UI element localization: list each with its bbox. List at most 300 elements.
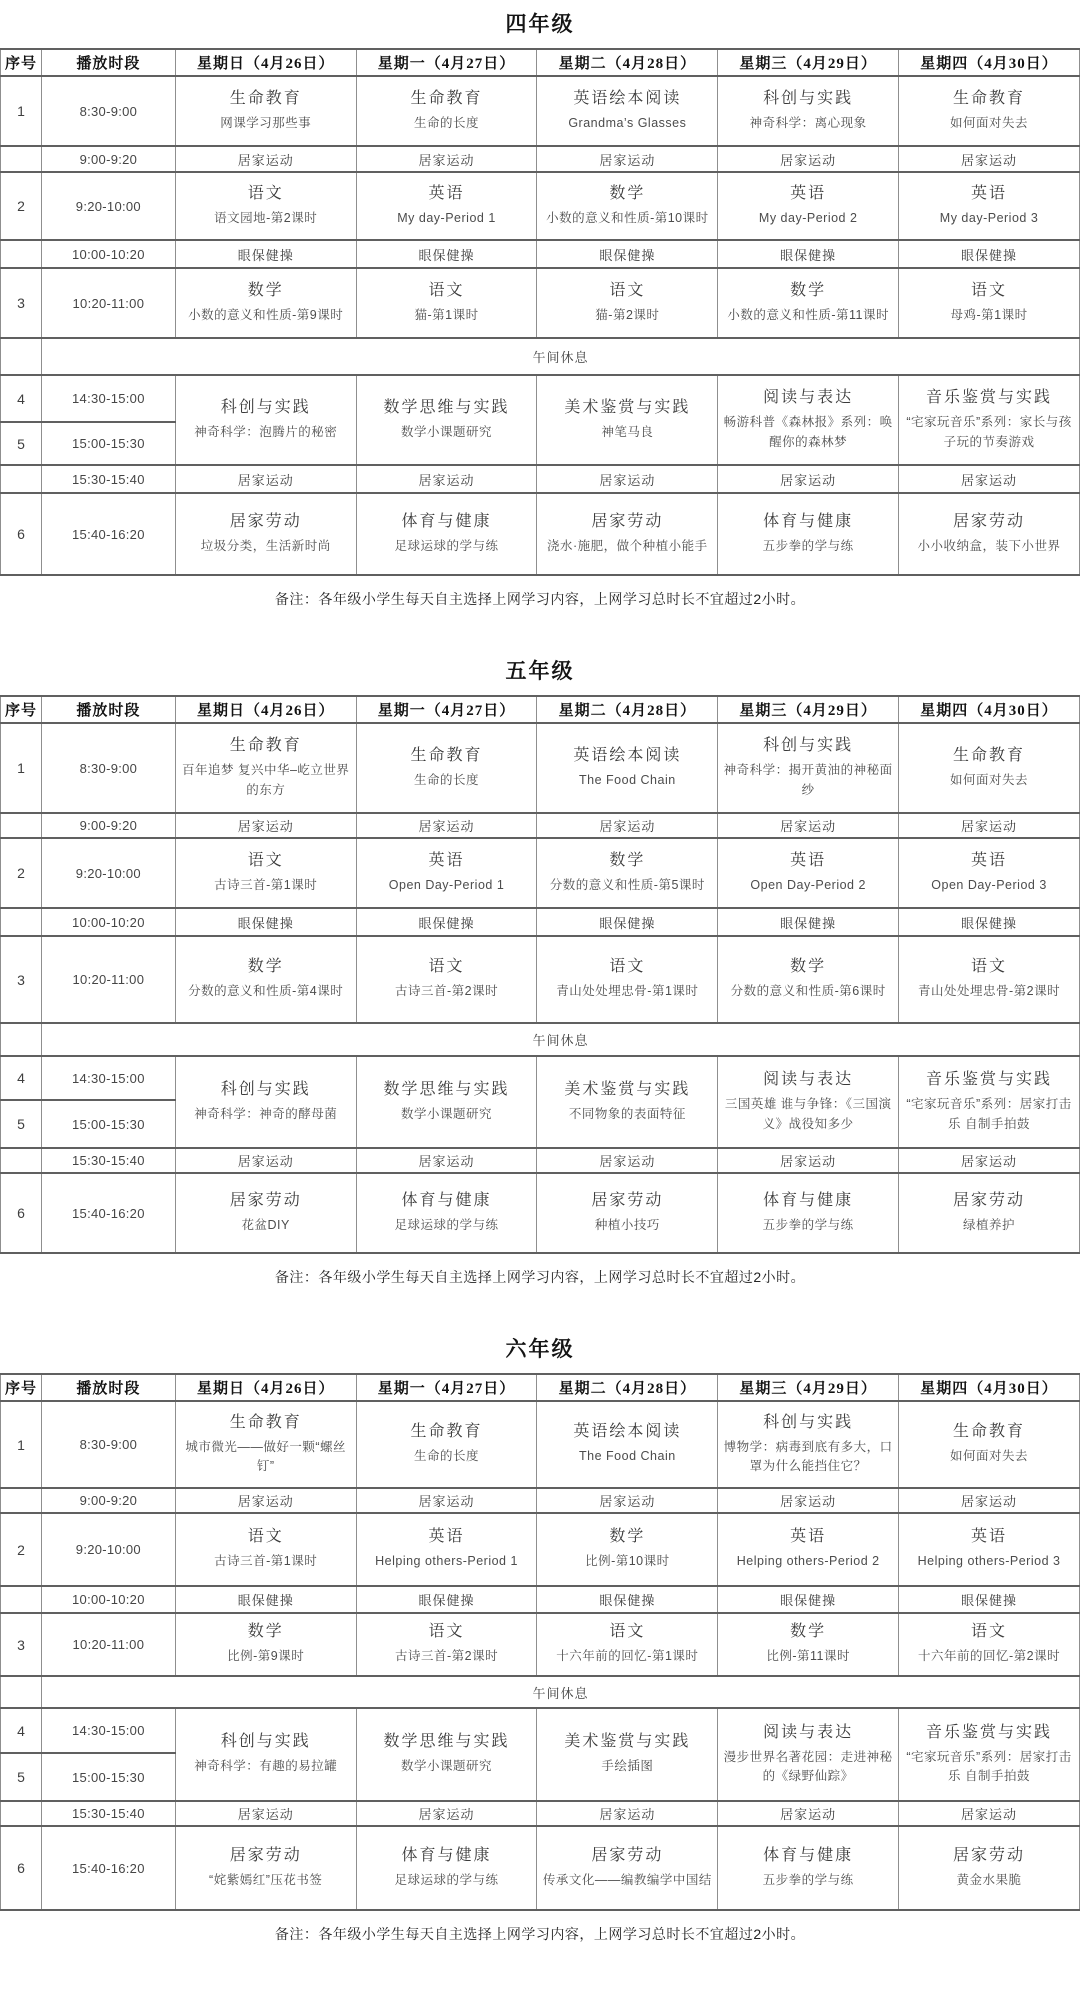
course-title: 生命教育 — [229, 1413, 302, 1431]
time-slot-cell: 9:20-10:00 — [42, 1513, 176, 1586]
course-title: 居家劳动 — [953, 512, 1026, 530]
course-cell — [356, 1173, 537, 1253]
time-slot-cell: 8:30-9:00 — [42, 723, 176, 813]
course-cell — [718, 493, 899, 575]
break-activity-cell: 居家运动 — [899, 813, 1080, 838]
course-title: 数学思维与实践 — [383, 398, 510, 416]
course-title: 英语 — [428, 1528, 465, 1546]
course-title: 居家劳动 — [953, 1846, 1026, 1864]
header-cell-day: 星期日（4月26日） — [175, 49, 356, 76]
course-title: 生命教育 — [229, 737, 302, 755]
break-activity-cell: 眼保健操 — [537, 908, 718, 936]
course-cell — [175, 1708, 356, 1801]
course-cell — [175, 1613, 356, 1676]
course-cell — [899, 936, 1080, 1023]
time-slot-cell: 15:00-15:30 — [42, 422, 176, 465]
course-cell — [537, 375, 718, 465]
course-cell — [537, 76, 718, 146]
break-activity-cell: 眼保健操 — [899, 908, 1080, 936]
time-slot-cell: 10:20-11:00 — [42, 1613, 176, 1676]
course-cell — [537, 723, 718, 813]
course-subtitle: 古诗三首-第2课时 — [394, 1649, 499, 1664]
double-lesson-row-top — [1, 375, 1080, 422]
course-subtitle: My day-Period 2 — [758, 210, 858, 225]
course-cell — [899, 1173, 1080, 1253]
row-index-cell: 4 — [1, 1056, 42, 1100]
grade-6-title: 六年级 — [505, 1337, 575, 1361]
break-activity-cell: 眼保健操 — [718, 908, 899, 936]
course-subtitle: Helping others-Period 2 — [736, 1554, 880, 1569]
time-slot-cell: 10:20-11:00 — [42, 936, 176, 1023]
course-subtitle: 分数的意义和性质-第5课时 — [549, 877, 705, 892]
row-index-cell — [1, 240, 42, 268]
header-cell-day: 星期三（4月29日） — [718, 1374, 899, 1401]
course-cell — [718, 838, 899, 908]
course-cell — [356, 1826, 537, 1910]
noon-break-row — [1, 1023, 1080, 1056]
course-cell — [537, 1173, 718, 1253]
break-activity-cell: 居家运动 — [356, 1148, 537, 1173]
course-subtitle: 三国英雄 谁与争锋：《三国演义》战役知多少 — [724, 1097, 892, 1131]
break-row — [1, 146, 1080, 172]
course-subtitle: 神奇科学：神奇的酵母菌 — [194, 1106, 338, 1121]
course-title: 居家劳动 — [591, 1191, 664, 1209]
course-subtitle: “宅家玩音乐”系列：居家打击乐 自制手拍鼓 — [906, 1097, 1072, 1131]
break-row — [1, 1586, 1080, 1613]
course-subtitle: 足球运球的学与练 — [394, 538, 499, 553]
course-cell — [718, 1056, 899, 1148]
course-cell — [899, 1826, 1080, 1910]
course-cell — [175, 268, 356, 338]
course-subtitle: 古诗三首-第2课时 — [394, 984, 499, 999]
time-slot-cell: 15:40-16:20 — [42, 1826, 176, 1910]
time-slot-cell: 15:30-15:40 — [42, 465, 176, 493]
course-cell — [718, 723, 899, 813]
course-title: 语文 — [971, 958, 1008, 976]
row-index-cell — [1, 1801, 42, 1826]
row-index-cell — [1, 465, 42, 493]
course-subtitle: 生命的长度 — [414, 1449, 480, 1464]
time-slot-cell: 14:30-15:00 — [42, 375, 176, 422]
row-index-cell: 2 — [1, 172, 42, 240]
course-subtitle: 漫步世界名著花园：走进神秘的《绿野仙踪》 — [723, 1749, 893, 1783]
course-cell — [356, 493, 537, 575]
break-activity-cell: 眼保健操 — [356, 1586, 537, 1613]
header-cell-day: 星期一（4月27日） — [356, 696, 537, 723]
break-activity-cell: 居家运动 — [718, 1148, 899, 1173]
header-cell-index: 序号 — [1, 49, 42, 76]
course-title: 体育与健康 — [763, 512, 854, 530]
header-cell-timeslot: 播放时段 — [42, 696, 176, 723]
course-subtitle: 小小收纳盒，装下小世界 — [917, 538, 1061, 553]
course-cell — [356, 268, 537, 338]
course-title: 居家劳动 — [229, 1191, 302, 1209]
break-activity-cell: 眼保健操 — [718, 240, 899, 268]
break-activity-cell: 居家运动 — [718, 146, 899, 172]
break-row — [1, 1148, 1080, 1173]
course-cell — [175, 723, 356, 813]
break-activity-cell: 居家运动 — [537, 1801, 718, 1826]
course-cell — [356, 1056, 537, 1148]
timetable-header-row — [1, 49, 1080, 76]
section-grade-6 — [0, 1333, 1080, 1944]
header-cell-day: 星期四（4月30日） — [899, 49, 1080, 76]
course-subtitle: “姹紫嫣红”压花书签 — [209, 1872, 323, 1887]
time-slot-cell: 8:30-9:00 — [42, 76, 176, 146]
header-cell-day: 星期日（4月26日） — [175, 1374, 356, 1401]
break-activity-cell: 居家运动 — [537, 465, 718, 493]
course-title: 体育与健康 — [401, 512, 492, 530]
note-grade-4: 备注：各年级小学生每天自主选择上网学习内容，上网学习总时长不宜超过2小时。 — [274, 591, 806, 607]
course-title: 科创与实践 — [220, 398, 311, 416]
course-subtitle: 畅游科普《森林报》系列：唤醒你的森林梦 — [723, 415, 893, 449]
break-row — [1, 813, 1080, 838]
course-cell — [718, 172, 899, 240]
course-title: 体育与健康 — [763, 1191, 854, 1209]
course-subtitle: 如何面对失去 — [950, 1449, 1029, 1464]
course-cell — [718, 1613, 899, 1676]
course-subtitle: 小数的意义和性质-第11课时 — [727, 307, 889, 322]
course-title: 英语 — [790, 851, 827, 869]
course-title: 数学 — [609, 851, 646, 869]
break-row — [1, 465, 1080, 493]
course-title: 英语 — [790, 184, 827, 202]
time-slot-cell: 14:30-15:00 — [42, 1056, 176, 1100]
course-cell — [175, 1173, 356, 1253]
course-cell — [537, 838, 718, 908]
lesson-row — [1, 76, 1080, 146]
course-title: 英语 — [971, 851, 1008, 869]
course-title: 生命教育 — [410, 89, 483, 107]
row-index-cell — [1, 338, 42, 375]
course-subtitle: The Food Chain — [579, 772, 676, 787]
course-subtitle: 母鸡-第1课时 — [950, 307, 1028, 322]
course-title: 英语 — [971, 184, 1008, 202]
course-title: 美术鉴赏与实践 — [564, 1733, 691, 1751]
time-slot-cell: 15:40-16:20 — [42, 493, 176, 575]
course-subtitle: 猫-第2课时 — [595, 307, 660, 322]
course-subtitle: 神笔马良 — [601, 424, 654, 439]
header-cell-index: 序号 — [1, 696, 42, 723]
break-row — [1, 1801, 1080, 1826]
break-activity-cell: 居家运动 — [718, 1801, 899, 1826]
noon-break-cell: 午间休息 — [42, 1676, 1080, 1708]
course-cell — [175, 1513, 356, 1586]
course-cell — [356, 76, 537, 146]
grade-5-title: 五年级 — [505, 659, 575, 683]
course-subtitle: 分数的意义和性质-第4课时 — [188, 984, 344, 999]
row-index-cell — [1, 1023, 42, 1056]
course-subtitle: 垃圾分类，生活新时尚 — [200, 538, 331, 553]
lesson-row — [1, 838, 1080, 908]
course-subtitle: 浇水·施肥，做个种植小能手 — [547, 538, 708, 553]
course-cell — [175, 493, 356, 575]
break-activity-cell: 居家运动 — [175, 1488, 356, 1513]
course-subtitle: Helping others-Period 1 — [375, 1554, 518, 1569]
break-activity-cell: 居家运动 — [899, 1148, 1080, 1173]
course-title: 语文 — [428, 281, 465, 299]
course-subtitle: 五步拳的学与练 — [762, 538, 854, 553]
course-subtitle: 种植小技巧 — [594, 1217, 660, 1232]
row-index-cell: 3 — [1, 268, 42, 338]
break-activity-cell: 居家运动 — [899, 146, 1080, 172]
course-title: 音乐鉴赏与实践 — [926, 389, 1053, 407]
course-cell — [718, 936, 899, 1023]
course-title: 科创与实践 — [763, 737, 854, 755]
course-title: 英语 — [428, 184, 465, 202]
course-title: 语文 — [428, 958, 465, 976]
course-subtitle: 比例-第9课时 — [227, 1649, 305, 1664]
course-title: 居家劳动 — [229, 512, 302, 530]
break-activity-cell: 居家运动 — [537, 1488, 718, 1513]
timetable-header-row — [1, 1374, 1080, 1401]
course-cell — [899, 838, 1080, 908]
break-activity-cell: 居家运动 — [175, 1801, 356, 1826]
break-activity-cell: 居家运动 — [356, 146, 537, 172]
grade-4-title: 四年级 — [505, 12, 575, 36]
break-activity-cell: 居家运动 — [175, 813, 356, 838]
course-cell — [175, 838, 356, 908]
course-subtitle: 神奇科学：揭开黄油的神秘面纱 — [723, 763, 893, 797]
course-title: 体育与健康 — [763, 1846, 854, 1864]
timetable-grade-4 — [0, 48, 1080, 576]
noon-break-cell: 午间休息 — [42, 338, 1080, 375]
course-subtitle: Open Day-Period 2 — [750, 877, 866, 892]
course-cell — [537, 1613, 718, 1676]
row-index-cell: 6 — [1, 1826, 42, 1910]
course-cell — [899, 1056, 1080, 1148]
course-title: 居家劳动 — [591, 1846, 664, 1864]
course-subtitle: My day-Period 1 — [397, 210, 496, 225]
break-activity-cell: 居家运动 — [175, 465, 356, 493]
course-cell — [718, 1173, 899, 1253]
course-subtitle: 百年追梦 复兴中华–屹立世界的东方 — [181, 763, 350, 797]
double-lesson-row-top — [1, 1708, 1080, 1753]
break-activity-cell: 眼保健操 — [356, 240, 537, 268]
lesson-row — [1, 1401, 1080, 1488]
course-cell — [175, 1401, 356, 1488]
time-slot-cell: 10:00-10:20 — [42, 1586, 176, 1613]
course-cell — [356, 172, 537, 240]
course-cell — [356, 1513, 537, 1586]
course-subtitle: 十六年前的回忆-第1课时 — [556, 1649, 699, 1664]
break-activity-cell: 居家运动 — [356, 1801, 537, 1826]
header-cell-timeslot: 播放时段 — [42, 1374, 176, 1401]
course-title: 数学思维与实践 — [383, 1733, 510, 1751]
course-title: 数学 — [790, 958, 827, 976]
break-activity-cell: 居家运动 — [899, 1488, 1080, 1513]
course-subtitle: 十六年前的回忆-第2课时 — [917, 1649, 1061, 1664]
row-index-cell — [1, 813, 42, 838]
course-cell — [537, 1513, 718, 1586]
time-slot-cell: 9:00-9:20 — [42, 1488, 176, 1513]
course-title: 数学 — [790, 1623, 827, 1641]
course-title: 英语绘本阅读 — [573, 746, 682, 764]
course-title: 语文 — [247, 851, 284, 869]
course-cell — [537, 1401, 718, 1488]
break-activity-cell: 居家运动 — [356, 813, 537, 838]
course-cell — [718, 76, 899, 146]
course-subtitle: 猫-第1课时 — [414, 307, 479, 322]
row-index-cell: 2 — [1, 838, 42, 908]
break-activity-cell: 居家运动 — [899, 1801, 1080, 1826]
course-subtitle: My day-Period 3 — [939, 210, 1039, 225]
course-title: 生命教育 — [953, 746, 1026, 764]
course-title: 音乐鉴赏与实践 — [926, 1071, 1053, 1089]
lesson-row — [1, 936, 1080, 1023]
header-cell-day: 星期日（4月26日） — [175, 696, 356, 723]
header-cell-day: 星期三（4月29日） — [718, 49, 899, 76]
course-subtitle: 数学小课题研究 — [401, 1106, 493, 1121]
course-title: 美术鉴赏与实践 — [564, 398, 691, 416]
course-cell — [899, 268, 1080, 338]
course-cell — [899, 76, 1080, 146]
course-cell — [175, 76, 356, 146]
course-subtitle: “宅家玩音乐”系列：居家打击乐 自制手拍鼓 — [906, 1749, 1072, 1783]
course-cell — [718, 375, 899, 465]
course-cell — [899, 493, 1080, 575]
break-activity-cell: 居家运动 — [718, 813, 899, 838]
break-row — [1, 908, 1080, 936]
course-title: 居家劳动 — [953, 1191, 1026, 1209]
course-title: 阅读与表达 — [763, 1723, 854, 1741]
course-cell — [899, 1401, 1080, 1488]
time-slot-cell: 10:20-11:00 — [42, 268, 176, 338]
row-index-cell: 5 — [1, 1100, 42, 1148]
course-title: 数学 — [247, 281, 284, 299]
note-grade-5: 备注：各年级小学生每天自主选择上网学习内容，上网学习总时长不宜超过2小时。 — [274, 1269, 806, 1285]
break-activity-cell: 居家运动 — [718, 1488, 899, 1513]
course-subtitle: 生命的长度 — [414, 115, 480, 130]
break-activity-cell: 眼保健操 — [175, 908, 356, 936]
row-index-cell: 5 — [1, 1753, 42, 1801]
course-subtitle: 传承文化——编教编学中国结 — [542, 1872, 712, 1887]
note-grade-6: 备注：各年级小学生每天自主选择上网学习内容，上网学习总时长不宜超过2小时。 — [274, 1926, 806, 1942]
break-activity-cell: 居家运动 — [899, 465, 1080, 493]
course-subtitle: 黄金水果脆 — [956, 1872, 1022, 1887]
course-title: 科创与实践 — [220, 1733, 311, 1751]
break-activity-cell: 居家运动 — [537, 146, 718, 172]
course-subtitle: 城市微光——做好一颗“螺丝钉” — [185, 1439, 347, 1473]
lesson-row — [1, 268, 1080, 338]
header-cell-day: 星期四（4月30日） — [899, 1374, 1080, 1401]
row-index-cell: 6 — [1, 1173, 42, 1253]
course-subtitle: 足球运球的学与练 — [394, 1872, 499, 1887]
header-cell-day: 星期四（4月30日） — [899, 696, 1080, 723]
time-slot-cell: 15:30-15:40 — [42, 1801, 176, 1826]
noon-break-row — [1, 1676, 1080, 1708]
course-title: 英语 — [790, 1528, 827, 1546]
course-title: 语文 — [428, 1623, 465, 1641]
row-index-cell: 4 — [1, 1708, 42, 1753]
course-title: 美术鉴赏与实践 — [564, 1080, 691, 1098]
course-cell — [899, 1513, 1080, 1586]
course-subtitle: 不同物象的表面特征 — [568, 1106, 686, 1121]
course-cell — [899, 375, 1080, 465]
course-subtitle: 绿植养护 — [963, 1217, 1016, 1232]
course-cell — [899, 1613, 1080, 1676]
break-activity-cell: 居家运动 — [175, 146, 356, 172]
course-cell — [356, 1613, 537, 1676]
course-cell — [537, 172, 718, 240]
course-cell — [175, 936, 356, 1023]
time-slot-cell: 15:00-15:30 — [42, 1753, 176, 1801]
break-activity-cell: 居家运动 — [356, 465, 537, 493]
course-cell — [899, 1708, 1080, 1801]
course-cell — [175, 375, 356, 465]
course-title: 生命教育 — [229, 89, 302, 107]
lesson-row — [1, 1613, 1080, 1676]
header-cell-timeslot: 播放时段 — [42, 49, 176, 76]
course-subtitle: 如何面对失去 — [950, 772, 1029, 787]
course-title: 语文 — [609, 958, 646, 976]
course-subtitle: 比例-第10课时 — [585, 1554, 670, 1569]
course-subtitle: 博物学：病毒到底有多大，口罩为什么能挡住它？ — [723, 1439, 893, 1473]
course-subtitle: 比例-第11课时 — [766, 1649, 850, 1664]
header-cell-day: 星期一（4月27日） — [356, 49, 537, 76]
noon-break-cell: 午间休息 — [42, 1023, 1080, 1056]
course-subtitle: 神奇科学：泡腾片的秘密 — [194, 424, 338, 439]
course-title: 英语 — [971, 1528, 1008, 1546]
header-cell-day: 星期二（4月28日） — [537, 1374, 718, 1401]
course-title: 音乐鉴赏与实践 — [926, 1723, 1053, 1741]
course-subtitle: Helping others-Period 3 — [917, 1554, 1061, 1569]
course-subtitle: Grandma’s Glasses — [568, 115, 687, 130]
course-subtitle: 小数的意义和性质-第9课时 — [188, 307, 344, 322]
break-activity-cell: 眼保健操 — [537, 1586, 718, 1613]
course-title: 体育与健康 — [401, 1846, 492, 1864]
lesson-row — [1, 1513, 1080, 1586]
break-activity-cell: 居家运动 — [175, 1148, 356, 1173]
header-cell-day: 星期二（4月28日） — [537, 49, 718, 76]
course-title: 语文 — [609, 1623, 646, 1641]
header-cell-day: 星期二（4月28日） — [537, 696, 718, 723]
course-subtitle: Open Day-Period 1 — [388, 877, 505, 892]
row-index-cell: 4 — [1, 375, 42, 422]
row-index-cell — [1, 908, 42, 936]
course-cell — [537, 493, 718, 575]
course-title: 语文 — [971, 1623, 1008, 1641]
course-cell — [356, 723, 537, 813]
course-subtitle: 语文园地-第2课时 — [214, 210, 318, 225]
course-cell — [537, 936, 718, 1023]
course-cell — [899, 723, 1080, 813]
course-cell — [175, 1056, 356, 1148]
break-activity-cell: 居家运动 — [537, 813, 718, 838]
row-index-cell — [1, 1488, 42, 1513]
course-title: 英语绘本阅读 — [573, 1423, 682, 1441]
header-cell-day: 星期一（4月27日） — [356, 1374, 537, 1401]
break-row — [1, 1488, 1080, 1513]
lesson-row — [1, 493, 1080, 575]
time-slot-cell: 8:30-9:00 — [42, 1401, 176, 1488]
course-title: 语文 — [247, 1528, 284, 1546]
course-title: 阅读与表达 — [763, 389, 854, 407]
course-subtitle: 网课学习那些事 — [220, 115, 312, 130]
lesson-row — [1, 723, 1080, 813]
course-subtitle: 五步拳的学与练 — [762, 1872, 854, 1887]
break-activity-cell: 眼保健操 — [718, 1586, 899, 1613]
course-subtitle: The Food Chain — [579, 1449, 676, 1464]
time-slot-cell: 10:00-10:20 — [42, 908, 176, 936]
course-title: 数学 — [609, 184, 646, 202]
timetable-grade-6 — [0, 1373, 1080, 1911]
course-cell — [537, 268, 718, 338]
course-title: 科创与实践 — [763, 89, 854, 107]
course-title: 阅读与表达 — [763, 1071, 854, 1089]
course-cell — [356, 936, 537, 1023]
break-activity-cell: 眼保健操 — [356, 908, 537, 936]
